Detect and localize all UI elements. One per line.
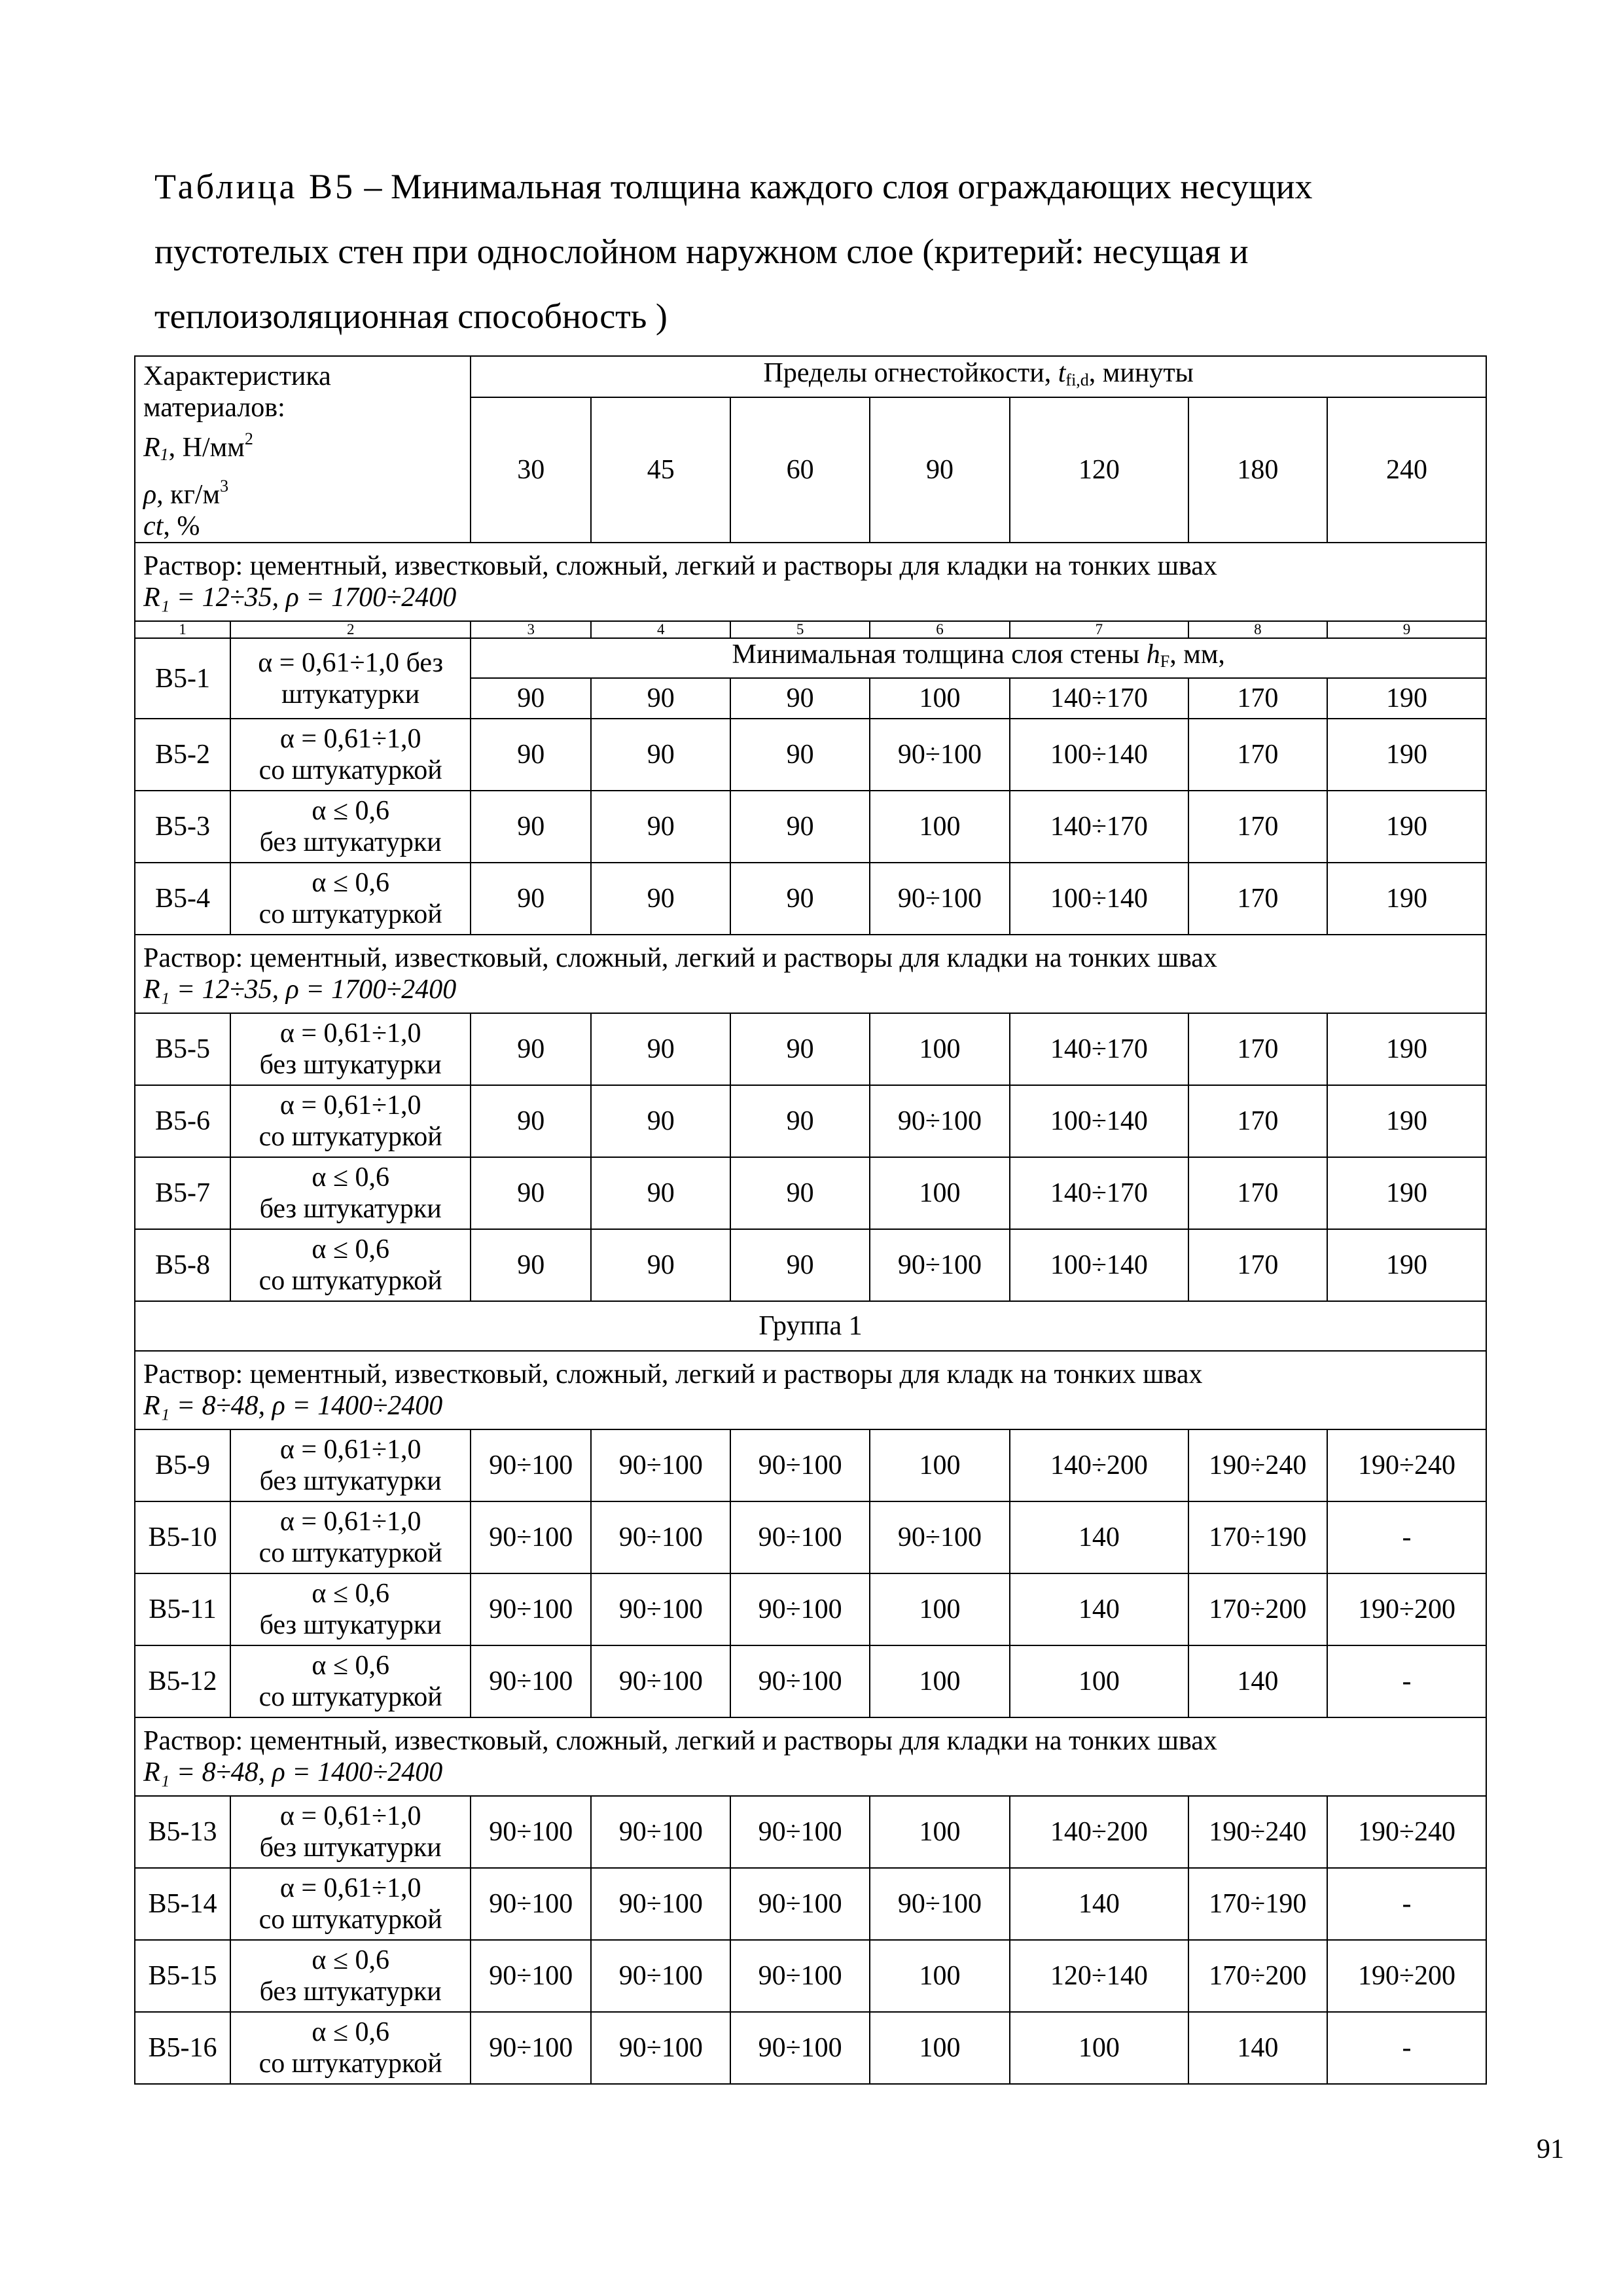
table-cell: 90÷100 — [730, 1429, 869, 1501]
table-cell: 170 — [1188, 1229, 1327, 1301]
table-cell: 170 — [1188, 1013, 1327, 1085]
mortar-params: R₁ = 12÷35, ρ = 1700÷2400 — [143, 583, 457, 613]
table-cell: 90÷100 — [730, 2012, 869, 2084]
table-cell: 90 — [471, 863, 591, 935]
row-description — [230, 638, 471, 719]
min-thickness-sub: F — [1160, 652, 1170, 671]
row-id: В5-6 — [135, 1085, 230, 1157]
table-cell: 90÷100 — [471, 1868, 591, 1940]
column-number: 8 — [1188, 621, 1327, 638]
mortar-header-4 — [135, 1717, 1486, 1796]
table-row — [135, 863, 1486, 935]
header-minutes-30: 30 — [471, 397, 591, 543]
table-cell: 170 — [1188, 719, 1327, 791]
table-cell: 90÷100 — [591, 2012, 730, 2084]
row-desc-line1: α = 0,61÷1,0 — [279, 1873, 421, 1903]
table-cell: 190 — [1327, 1229, 1486, 1301]
caption-lead: Таблица В5 — [154, 167, 355, 206]
table-row — [135, 638, 1486, 678]
header-char-line2: материалов: — [143, 393, 285, 423]
table-cell: 90÷100 — [471, 2012, 591, 2084]
table-cell: 90÷100 — [591, 1940, 730, 2012]
table-cell: 90 — [471, 1157, 591, 1229]
table-cell: 190 — [1327, 791, 1486, 863]
row-desc-line2: со штукатуркой — [259, 1538, 442, 1568]
mortar-text: Раствор: цементный, известковый, сложный, легкий и растворы для кладк на тонких швах — [143, 1359, 1203, 1390]
row-id: В5-8 — [135, 1229, 230, 1301]
table-cell: 190÷240 — [1327, 1429, 1486, 1501]
table-cell: 90÷100 — [471, 1573, 591, 1645]
row-desc-line1: α = 0,61÷1,0 без — [258, 647, 444, 678]
row-desc-line1: α = 0,61÷1,0 — [279, 1090, 421, 1121]
table-cell: 140 — [1188, 1645, 1327, 1717]
row-description — [230, 1501, 471, 1573]
column-number: 6 — [870, 621, 1010, 638]
row-desc-line2: без штукатурки — [259, 1977, 442, 2007]
table-cell: 90÷100 — [730, 1796, 869, 1868]
table-cell: 90 — [471, 1013, 591, 1085]
row-description — [230, 1157, 471, 1229]
table-cell: 100 — [870, 1573, 1010, 1645]
table-cell: 90÷100 — [730, 1940, 869, 2012]
table-cell: - — [1327, 1645, 1486, 1717]
table-cell: 90 — [591, 863, 730, 935]
table-cell: 90 — [730, 791, 869, 863]
header-minutes-60: 60 — [730, 397, 869, 543]
table-cell: 90 — [591, 678, 730, 719]
table-row — [135, 1429, 1486, 1501]
table-row — [135, 1796, 1486, 1868]
table-cell: 90 — [730, 1229, 869, 1301]
header-rho: ρ, $кг/м^3$ — [143, 476, 229, 510]
table-cell: 100 — [1010, 2012, 1188, 2084]
row-description — [230, 1868, 471, 1940]
row-desc-line2: без штукатурки — [259, 1610, 442, 1640]
table-cell: 190÷240 — [1327, 1796, 1486, 1868]
table-cell: 90 — [730, 863, 869, 935]
row-id: В5-12 — [135, 1645, 230, 1717]
table-cell: 170÷200 — [1188, 1940, 1327, 2012]
min-thickness-symbol: h — [1146, 639, 1160, 670]
table-cell: 190÷200 — [1327, 1940, 1486, 2012]
table-cell: 140÷170 — [1010, 1157, 1188, 1229]
min-thickness-text: Минимальная толщина слоя стены — [732, 639, 1147, 670]
header-ct: ct, % — [143, 511, 200, 541]
table-cell: 140 — [1010, 1501, 1188, 1573]
row-description — [230, 1013, 471, 1085]
table-cell: 140 — [1010, 1868, 1188, 1940]
table-cell: 170÷190 — [1188, 1501, 1327, 1573]
group-label: Группа 1 — [135, 1301, 1486, 1351]
table-cell: 190 — [1327, 1085, 1486, 1157]
table-cell: 170÷200 — [1188, 1573, 1327, 1645]
table-cell: 90÷100 — [730, 1573, 869, 1645]
mortar-text: Раствор: цементный, известковый, сложный, легкий и растворы для кладки на тонких швах — [143, 551, 1217, 581]
row-description — [230, 2012, 471, 2084]
table-cell: 140÷170 — [1010, 1013, 1188, 1085]
table-cell: 120÷140 — [1010, 1940, 1188, 2012]
row-id: В5-11 — [135, 1573, 230, 1645]
row-desc-line2: со штукатуркой — [259, 1266, 442, 1296]
table-cell: 90÷100 — [730, 1501, 869, 1573]
table-row — [135, 1573, 1486, 1645]
table-cell: 140÷200 — [1010, 1796, 1188, 1868]
table-cell: 90 — [471, 719, 591, 791]
row-id: В5-1 — [135, 638, 230, 719]
table-row — [135, 1157, 1486, 1229]
row-desc-line2: без штукатурки — [259, 827, 442, 857]
table-cell: 170÷190 — [1188, 1868, 1327, 1940]
row-id: В5-13 — [135, 1796, 230, 1868]
row-description — [230, 791, 471, 863]
mortar-text: Раствор: цементный, известковый, сложный, легкий и растворы для кладки на тонких швах — [143, 943, 1217, 973]
column-number: 4 — [591, 621, 730, 638]
table-cell: 100 — [870, 1157, 1010, 1229]
table-cell: 90 — [591, 1157, 730, 1229]
row-id: В5-5 — [135, 1013, 230, 1085]
table-cell: 90÷100 — [870, 719, 1010, 791]
table-cell: 100÷140 — [1010, 719, 1188, 791]
table-row — [135, 1013, 1486, 1085]
row-desc-line1: α ≤ 0,6 — [312, 1651, 389, 1681]
table-cell: 100 — [870, 791, 1010, 863]
table-cell: 190÷240 — [1188, 1796, 1327, 1868]
table-cell: 190÷240 — [1188, 1429, 1327, 1501]
row-desc-line2: со штукатуркой — [259, 2049, 442, 2079]
table-cell: 90 — [730, 1157, 869, 1229]
table-row — [135, 1645, 1486, 1717]
table-cell: 170 — [1188, 678, 1327, 719]
column-number: 1 — [135, 621, 230, 638]
table-cell: 170 — [1188, 1085, 1327, 1157]
row-desc-line2: со штукатуркой — [259, 1682, 442, 1712]
caption-text: – Минимальная толщина каждого слоя ограждающих несущих пустотелых стен при однослойном наружном слое (критерий: несущая и теплоизоляционная способность ) — [154, 167, 1313, 336]
table-cell: 190 — [1327, 1157, 1486, 1229]
row-description — [230, 863, 471, 935]
table-cell: 90÷100 — [870, 1868, 1010, 1940]
mortar-params: R₁ = 12÷35, ρ = 1700÷2400 — [143, 975, 457, 1005]
table-cell: 100÷140 — [1010, 1085, 1188, 1157]
min-thickness-unit: , мм, — [1169, 639, 1225, 670]
table-cell: 90÷100 — [730, 1868, 869, 1940]
table-cell: 90 — [730, 1013, 869, 1085]
mortar-header-2 — [135, 935, 1486, 1013]
row-id: В5-4 — [135, 863, 230, 935]
table-row — [135, 791, 1486, 863]
table-cell: 90÷100 — [471, 1940, 591, 2012]
row-id: В5-3 — [135, 791, 230, 863]
table-cell: 90÷100 — [591, 1868, 730, 1940]
row-description — [230, 1645, 471, 1717]
table-cell: 90÷100 — [591, 1645, 730, 1717]
table-cell: 90 — [730, 1085, 869, 1157]
table-cell: - — [1327, 1501, 1486, 1573]
page-number: 91 — [1537, 2134, 1564, 2164]
header-minutes-120: 120 — [1010, 397, 1188, 543]
table-cell: 100 — [870, 1796, 1010, 1868]
table-cell: 90 — [591, 1013, 730, 1085]
header-char-line1: Характеристика — [143, 361, 331, 391]
fire-resistance-table — [134, 355, 1487, 2085]
row-id: В5-15 — [135, 1940, 230, 2012]
header-r1: $R_1$, $Н/мм^2$ — [143, 429, 253, 464]
table-cell: 190÷200 — [1327, 1573, 1486, 1645]
table-cell: 100 — [870, 1645, 1010, 1717]
table-cell: 90÷100 — [730, 1645, 869, 1717]
table-cell: 190 — [1327, 678, 1486, 719]
header-characteristics — [135, 356, 471, 543]
column-number: 3 — [471, 621, 591, 638]
table-caption — [154, 154, 1470, 349]
header-minutes-45: 45 — [591, 397, 730, 543]
table-cell: 90 — [591, 1229, 730, 1301]
row-desc-line2: без штукатурки — [259, 1050, 442, 1080]
mortar-header-3 — [135, 1351, 1486, 1429]
row-desc-line1: α = 0,61÷1,0 — [279, 1507, 421, 1537]
table-cell: 140÷170 — [1010, 678, 1188, 719]
column-number: 9 — [1327, 621, 1486, 638]
table-cell: 100÷140 — [1010, 863, 1188, 935]
table-cell: 100 — [1010, 1645, 1188, 1717]
table-cell: 170 — [1188, 863, 1327, 935]
table-cell: 90 — [471, 1229, 591, 1301]
table-row — [135, 1501, 1486, 1573]
table-cell: 170 — [1188, 791, 1327, 863]
table-cell: 90 — [471, 1085, 591, 1157]
table-cell: 100 — [870, 678, 1010, 719]
table-cell: 90 — [591, 1085, 730, 1157]
row-description — [230, 1796, 471, 1868]
row-desc-line2: без штукатурки — [259, 1833, 442, 1863]
row-desc-line1: α ≤ 0,6 — [312, 1579, 389, 1609]
table-row — [135, 1085, 1486, 1157]
table-cell: 90 — [591, 791, 730, 863]
row-description — [230, 1085, 471, 1157]
row-desc-line1: α = 0,61÷1,0 — [279, 1435, 421, 1465]
row-desc-line2: со штукатуркой — [259, 1122, 442, 1152]
row-desc-line1: α = 0,61÷1,0 — [279, 724, 421, 754]
table-row — [135, 1940, 1486, 2012]
table-cell: 140 — [1188, 2012, 1327, 2084]
row-description — [230, 1573, 471, 1645]
row-id: В5-2 — [135, 719, 230, 791]
column-number: 7 — [1010, 621, 1188, 638]
row-desc-line2: без штукатурки — [259, 1194, 442, 1224]
table-cell: 100 — [870, 2012, 1010, 2084]
table-row — [135, 719, 1486, 791]
min-thickness-caption — [471, 638, 1486, 678]
row-desc-line1: α ≤ 0,6 — [312, 1162, 389, 1193]
row-description — [230, 1429, 471, 1501]
table-row — [135, 1868, 1486, 1940]
row-description — [230, 1229, 471, 1301]
row-desc-line1: α ≤ 0,6 — [312, 1945, 389, 1975]
row-description — [230, 1940, 471, 2012]
row-desc-line2: со штукатуркой — [259, 899, 442, 929]
row-id: В5-10 — [135, 1501, 230, 1573]
table-cell: 90 — [591, 719, 730, 791]
table-cell: 90÷100 — [471, 1796, 591, 1868]
table-cell: 100 — [870, 1013, 1010, 1085]
table-cell: 90÷100 — [870, 863, 1010, 935]
table-cell: 190 — [1327, 1013, 1486, 1085]
row-desc-line1: α ≤ 0,6 — [312, 796, 389, 826]
table-cell: 100 — [870, 1940, 1010, 2012]
table-cell: 90÷100 — [471, 1645, 591, 1717]
mortar-params: R₁ = 8÷48, ρ = 1400÷2400 — [143, 1391, 443, 1421]
table-cell: 90÷100 — [591, 1573, 730, 1645]
mortar-params: R₁ = 8÷48, ρ = 1400÷2400 — [143, 1757, 443, 1787]
table-cell: 90 — [471, 791, 591, 863]
table-cell: 90÷100 — [870, 1501, 1010, 1573]
table-cell: 90÷100 — [870, 1085, 1010, 1157]
table-cell: 100 — [870, 1429, 1010, 1501]
table-cell: 90÷100 — [471, 1429, 591, 1501]
header-fire-limits: Пределы огнестойкости, $t_{fi,d}$, минуты — [471, 356, 1486, 397]
row-desc-line2: со штукатуркой — [259, 1905, 442, 1935]
table-cell: - — [1327, 1868, 1486, 1940]
table-cell: 90 — [471, 678, 591, 719]
table-cell: 100÷140 — [1010, 1229, 1188, 1301]
table-cell: 90÷100 — [471, 1501, 591, 1573]
table-cell: 90÷100 — [591, 1796, 730, 1868]
row-id: В5-16 — [135, 2012, 230, 2084]
table-cell: 90÷100 — [591, 1501, 730, 1573]
row-id: В5-9 — [135, 1429, 230, 1501]
table-cell: 140÷170 — [1010, 791, 1188, 863]
mortar-text: Раствор: цементный, известковый, сложный, легкий и растворы для кладки на тонких швах — [143, 1726, 1217, 1756]
row-desc-line1: α = 0,61÷1,0 — [279, 1801, 421, 1831]
table-cell: 90÷100 — [870, 1229, 1010, 1301]
table-row — [135, 2012, 1486, 2084]
header-minutes-240: 240 — [1327, 397, 1486, 543]
row-desc-line1: α ≤ 0,6 — [312, 868, 389, 898]
table-cell: 140 — [1010, 1573, 1188, 1645]
row-desc-line2: штукатурки — [281, 679, 420, 709]
column-number: 2 — [230, 621, 471, 638]
row-description — [230, 719, 471, 791]
table-cell: 90 — [730, 719, 869, 791]
table-cell: - — [1327, 2012, 1486, 2084]
row-desc-line1: α ≤ 0,6 — [312, 1234, 389, 1265]
table-cell: 190 — [1327, 863, 1486, 935]
row-desc-line1: α ≤ 0,6 — [312, 2017, 389, 2047]
column-number: 5 — [730, 621, 869, 638]
header-minutes-90: 90 — [870, 397, 1010, 543]
table-cell: 90 — [730, 678, 869, 719]
table-row — [135, 1229, 1486, 1301]
row-id: В5-7 — [135, 1157, 230, 1229]
header-minutes-180: 180 — [1188, 397, 1327, 543]
table-cell: 170 — [1188, 1157, 1327, 1229]
table-cell: 90÷100 — [591, 1429, 730, 1501]
row-desc-line2: со штукатуркой — [259, 755, 442, 785]
table-cell: 140÷200 — [1010, 1429, 1188, 1501]
row-id: В5-14 — [135, 1868, 230, 1940]
row-desc-line1: α = 0,61÷1,0 — [279, 1018, 421, 1049]
row-desc-line2: без штукатурки — [259, 1466, 442, 1496]
mortar-header-1 — [135, 543, 1486, 621]
table-cell: 190 — [1327, 719, 1486, 791]
